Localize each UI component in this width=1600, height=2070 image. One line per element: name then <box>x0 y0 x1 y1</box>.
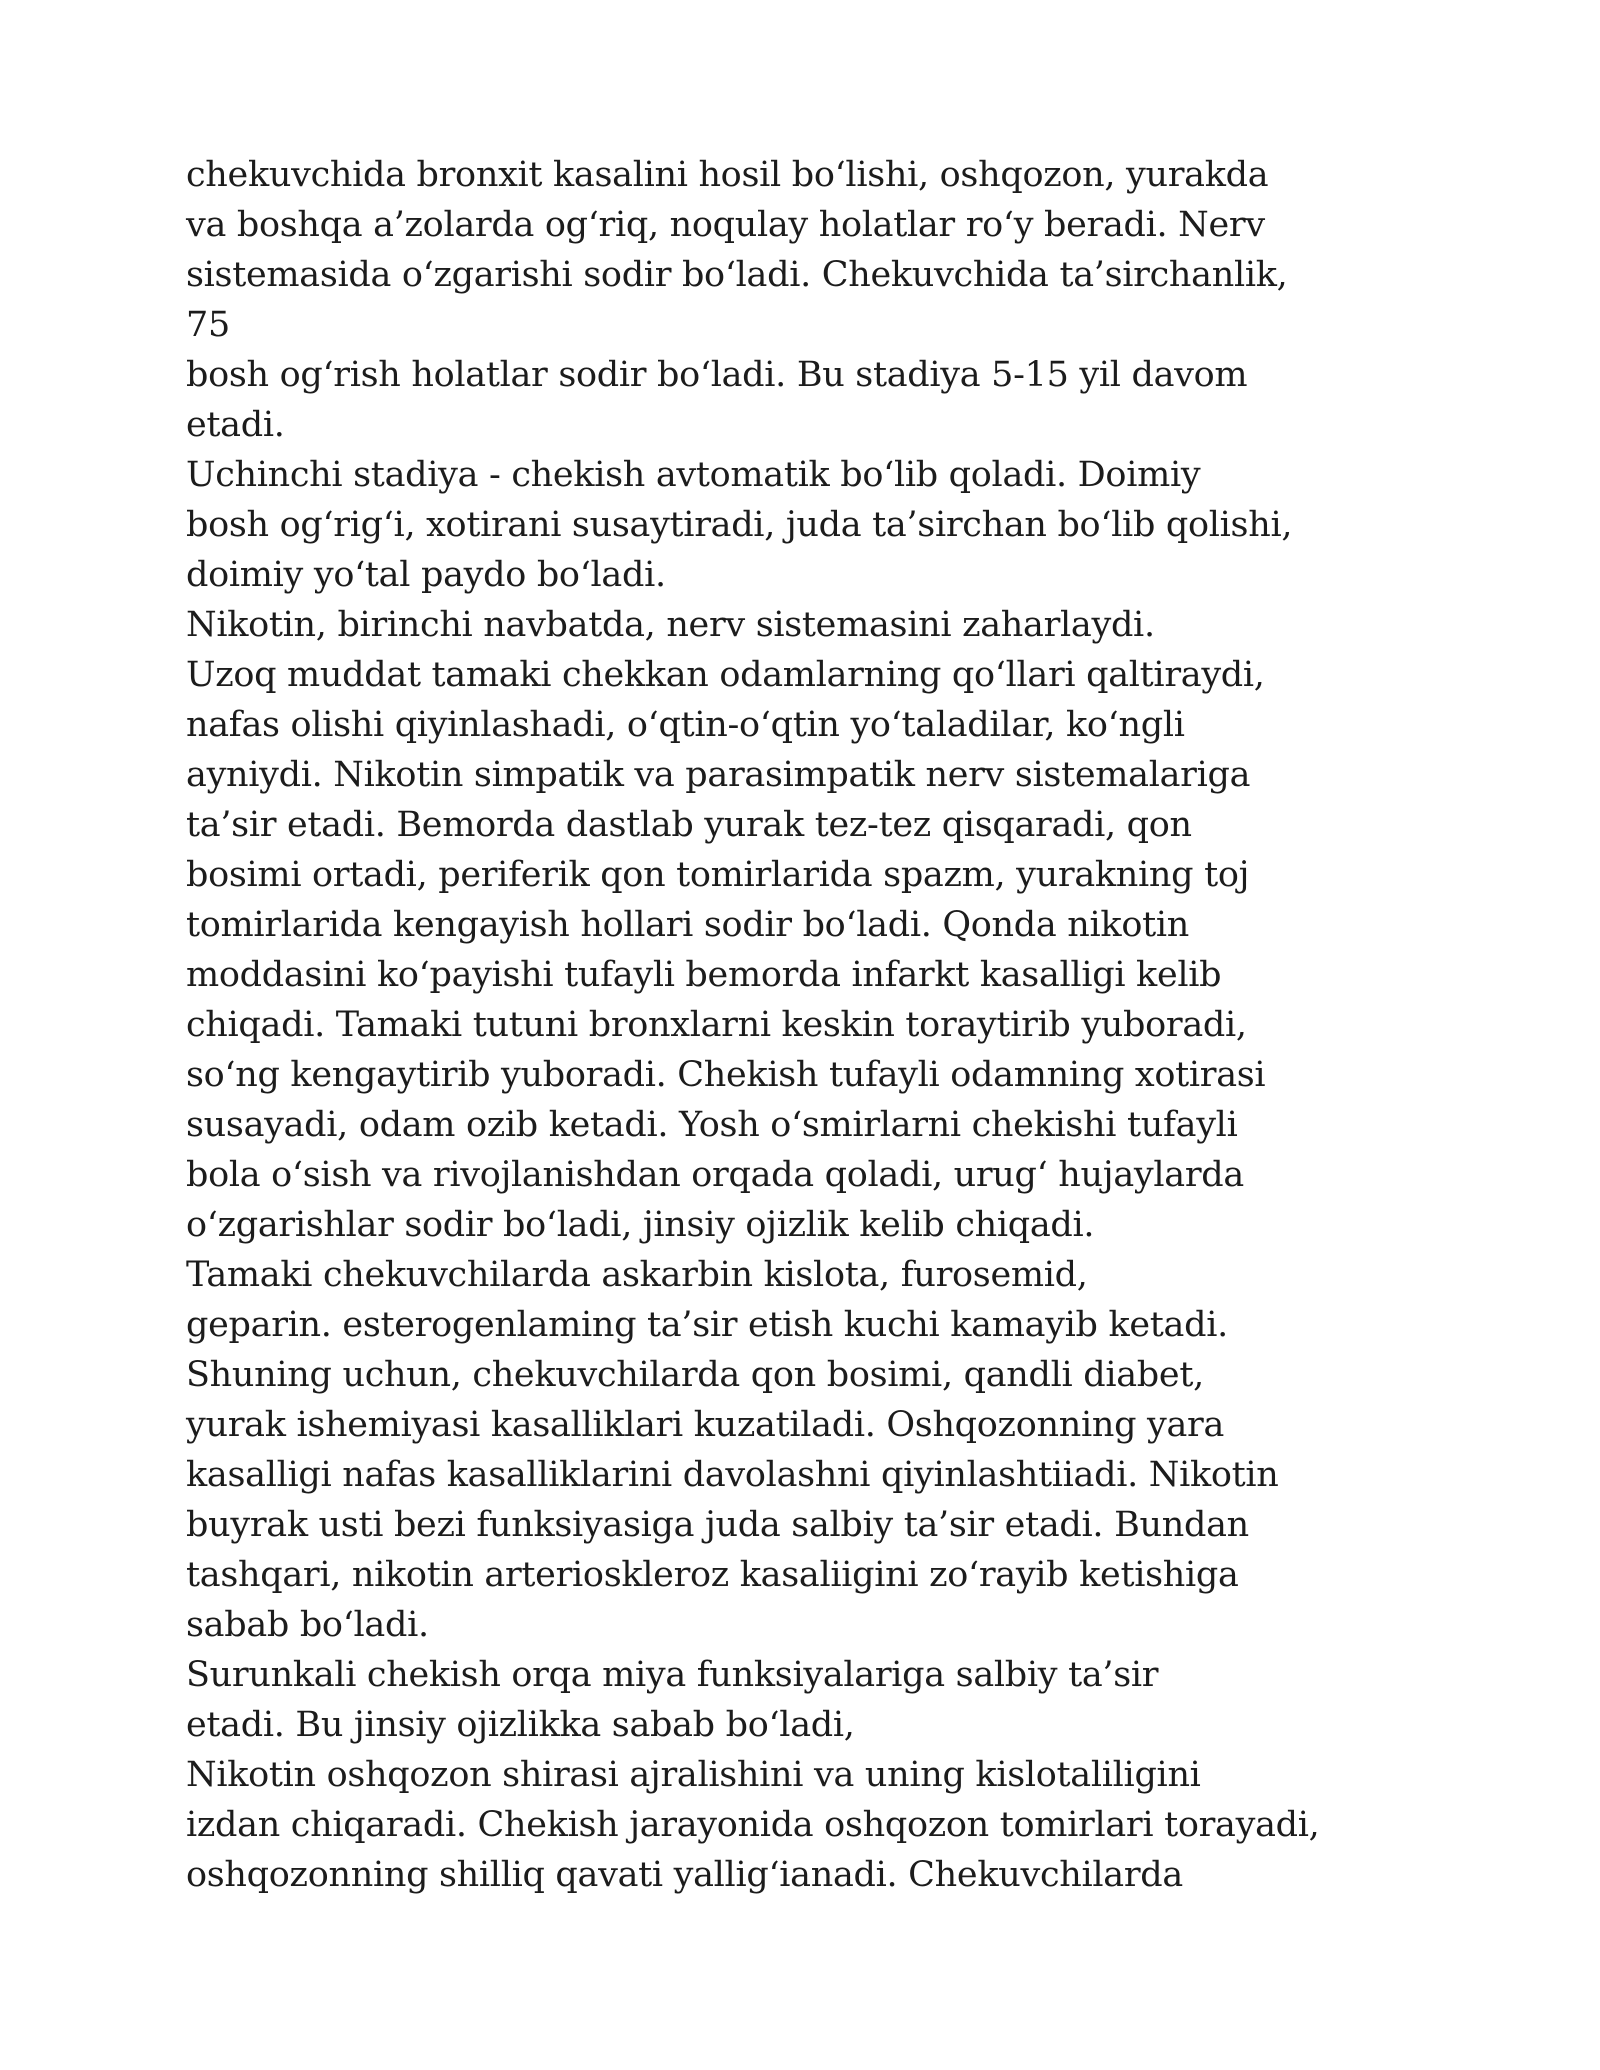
text-line: izdan chiqaradi. Chekish jarayonida oshqozon tomirlari torayadi, <box>186 1805 1320 1845</box>
text-line: ayniydi. Nikotin simpatik va parasimpatik nerv sistemalariga <box>186 755 1251 795</box>
text-line: bosh ogʻrigʻi, xotirani susaytiradi, juda ta’sirchan boʻlib qolishi, <box>186 505 1293 545</box>
text-line: tashqari, nikotin arterioskleroz kasaliigini zoʻrayib ketishiga <box>186 1555 1239 1595</box>
text-line: oʻzgarishlar sodir boʻladi, jinsiy ojizlik kelib chiqadi. <box>186 1205 1095 1245</box>
text-line: Tamaki chekuvchilarda askarbin kislota, furosemid, <box>186 1255 1088 1295</box>
text-line: Uzoq muddat tamaki chekkan odamlarning qoʻllari qaltiraydi, <box>186 655 1265 695</box>
text-line: sabab boʻladi. <box>186 1605 429 1645</box>
text-line: moddasini koʻpayishi tufayli bemorda infarkt kasalligi kelib <box>186 955 1222 995</box>
text-line: etadi. <box>186 405 285 445</box>
text-line: Nikotin, birinchi navbatda, nerv sistemasini zaharlaydi. <box>186 605 1155 645</box>
text-line: chiqadi. Tamaki tutuni bronxlarni keskin toraytirib yuboradi, <box>186 1005 1247 1045</box>
text-line: Nikotin oshqozon shirasi ajralishini va uning kislotaliligini <box>186 1755 1201 1795</box>
text-line: yurak ishemiyasi kasalliklari kuzatiladi. Oshqozonning yara <box>186 1405 1225 1445</box>
text-line: geparin. esterogenlaming ta’sir etish kuchi kamayib ketadi. <box>186 1305 1228 1345</box>
text-line: oshqozonning shilliq qavati yalligʻianadi. Chekuvchilarda <box>186 1855 1183 1895</box>
body-text <box>186 150 1436 1900</box>
text-line: kasalligi nafas kasalliklarini davolashni qiyinlashtiiadi. Nikotin <box>186 1455 1279 1495</box>
text-line: soʻng kengaytirib yuboradi. Chekish tufayli odamning xotirasi <box>186 1055 1266 1095</box>
text-line: Shuning uchun, chekuvchilarda qon bosimi, qandli diabet, <box>186 1355 1204 1395</box>
text-line: va boshqa a’zolarda ogʻriq, noqulay holatlar roʻy beradi. Nerv <box>186 205 1265 245</box>
text-line: sistemasida oʻzgarishi sodir boʻladi. Chekuvchida ta’sirchanlik, <box>186 255 1288 295</box>
text-line: Surunkali chekish orqa miya funksiyalariga salbiy ta’sir <box>186 1655 1159 1695</box>
text-line: bosh ogʻrish holatlar sodir boʻladi. Bu stadiya 5-15 yil davom <box>186 355 1248 395</box>
text-line: doimiy yoʻtal paydo boʻladi. <box>186 555 666 595</box>
text-line: tomirlarida kengayish hollari sodir boʻladi. Qonda nikotin <box>186 905 1190 945</box>
text-line: chekuvchida bronxit kasalini hosil boʻlishi, oshqozon, yurakda <box>186 155 1269 195</box>
text-line: susayadi, odam ozib ketadi. Yosh oʻsmirlarni chekishi tufayli <box>186 1105 1238 1145</box>
text-line: ta’sir etadi. Bemorda dastlab yurak tez-tez qisqaradi, qon <box>186 805 1192 845</box>
text-line: buyrak usti bezi funksiyasiga juda salbiy ta’sir etadi. Bundan <box>186 1505 1249 1545</box>
text-line: bola oʻsish va rivojlanishdan orqada qoladi, urugʻ hujaylarda <box>186 1155 1244 1195</box>
text-line: etadi. Bu jinsiy ojizlikka sabab boʻladi, <box>186 1705 855 1745</box>
text-line: Uchinchi stadiya - chekish avtomatik boʻlib qoladi. Doimiy <box>186 455 1201 495</box>
text-line: nafas olishi qiyinlashadi, oʻqtin-oʻqtin yoʻtaladilar, koʻngli <box>186 705 1185 745</box>
page-number: 75 <box>186 305 230 345</box>
text-line: bosimi ortadi, periferik qon tomirlarida spazm, yurakning toj <box>186 855 1250 895</box>
